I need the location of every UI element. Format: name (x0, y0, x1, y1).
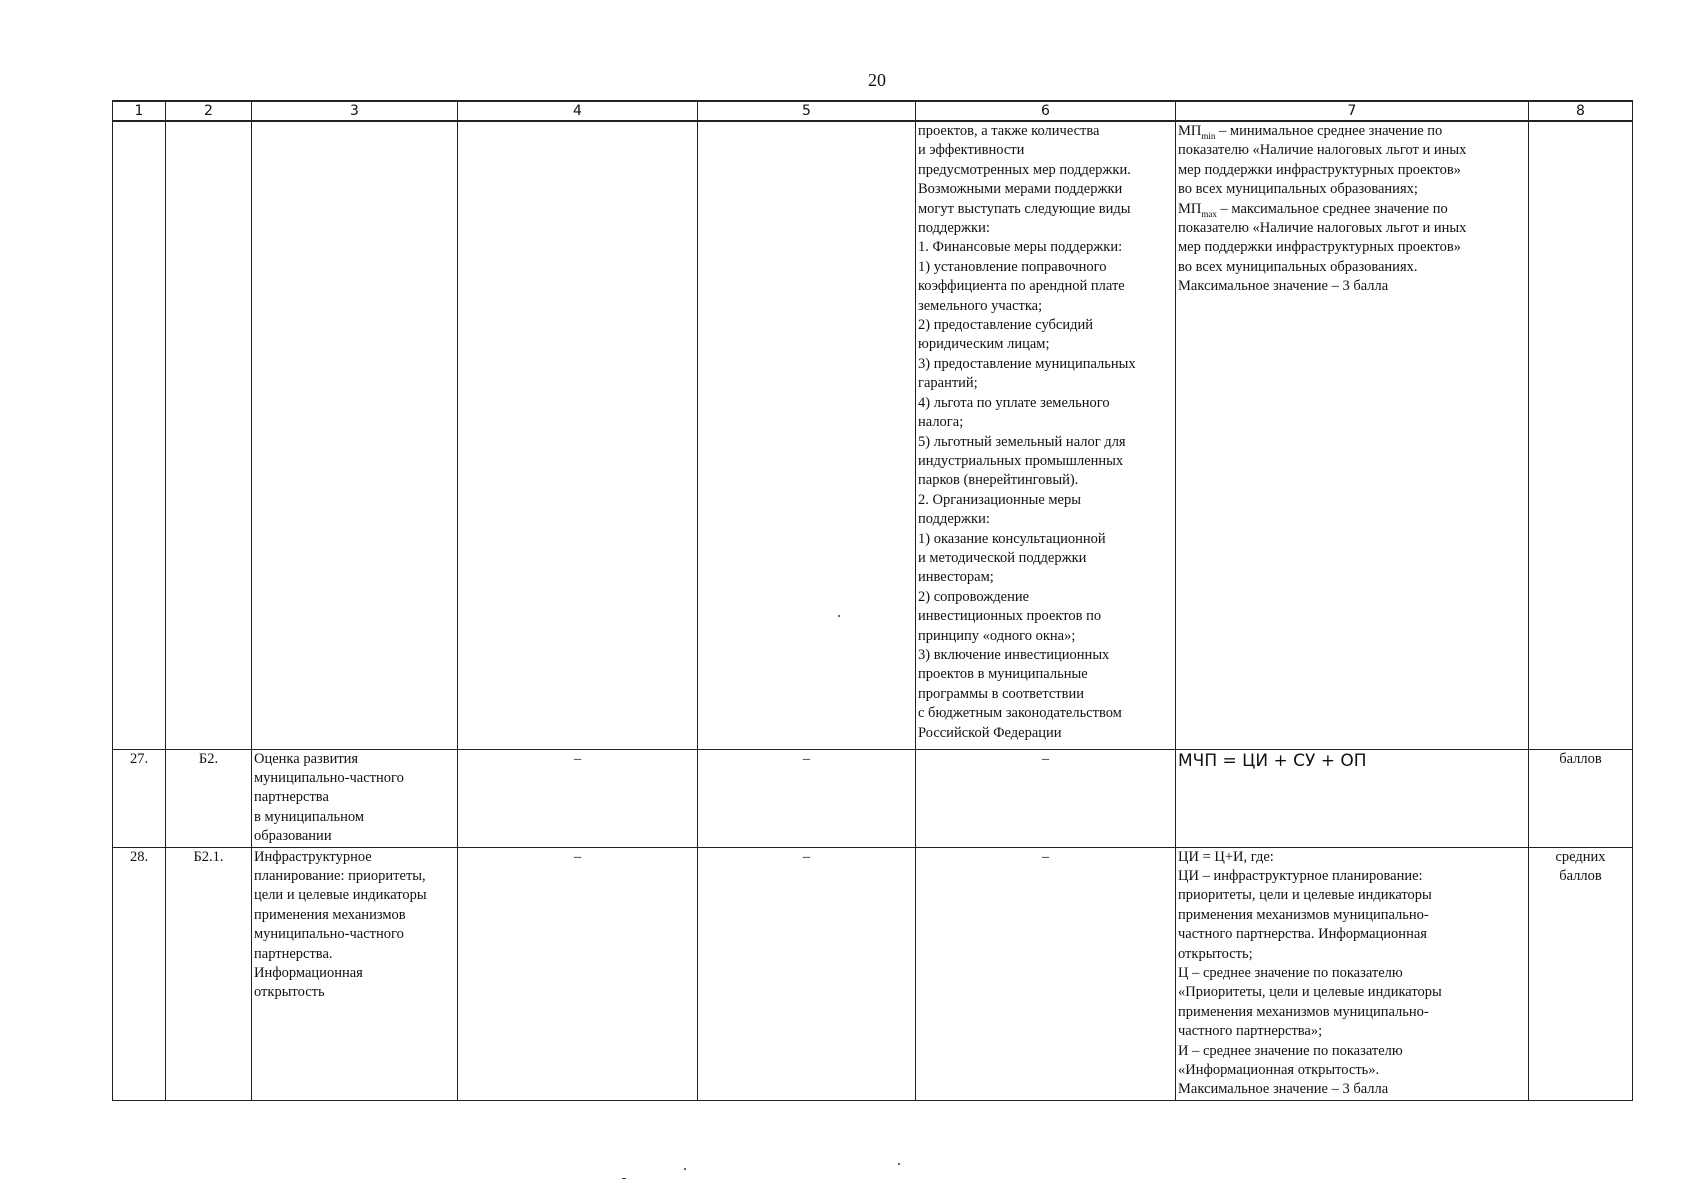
cell-empty (166, 121, 252, 749)
header-row (113, 101, 1633, 121)
header-col-1: 1 (113, 101, 166, 121)
table-row (113, 847, 1633, 1100)
mp-min-subscript: min (1201, 130, 1216, 141)
mp-max-prefix: МП (1178, 200, 1202, 217)
formula: МЧП = ЦИ + СУ + ОП (1176, 749, 1529, 847)
header-col-4: 4 (458, 101, 698, 121)
page-number: 20 (868, 70, 886, 90)
unit: средних баллов (1529, 847, 1633, 1100)
header-col-5: 5 (698, 101, 916, 121)
cell-empty (252, 121, 458, 749)
cell-empty (458, 121, 698, 749)
cell-dash: – (458, 847, 698, 1100)
cell-dash: – (698, 749, 916, 847)
cell-dash: – (458, 749, 698, 847)
row-code: Б2.1. (166, 847, 252, 1100)
cell-empty (1529, 121, 1633, 749)
scan-speck (898, 1163, 900, 1165)
header-col-7: 7 (1176, 101, 1529, 121)
header-col-8: 8 (1529, 101, 1633, 121)
table-row (113, 749, 1633, 847)
cell-dash: – (916, 749, 1176, 847)
header-col-3: 3 (252, 101, 458, 121)
scan-speck (838, 615, 840, 617)
mp-max-subscript: max (1201, 208, 1217, 219)
unit: баллов (1529, 749, 1633, 847)
row-number: 28. (113, 847, 166, 1100)
formula-definitions (1176, 121, 1529, 749)
row-code: Б2. (166, 749, 252, 847)
scan-speck (622, 1178, 626, 1179)
cell-empty (698, 121, 916, 749)
mp-min-definition: – минимальное среднее значение по показателю «Наличие налоговых льгот и иных мер поддержки инфраструктурных проектов» во всех муниципальных образованиях; (1178, 123, 1467, 198)
indicator-name: Инфраструктурное планирование: приоритеты, цели и целевые индикаторы применения механизмов муниципально-частного партнерства. Информационная открытость (252, 847, 458, 1100)
support-measures-text: проектов, а также количества и эффективности предусмотренных мер поддержки. Возможными мерами поддержки могут выступать следующие виды поддержки: 1. Финансовые меры поддержки: 1) установление поправочного коэффициента по арендной плате земельного участка; 2) предоставление субсидий юридическим лицам; 3) предоставление муниципальных гарантий; 4) льгота по уплате земельного налога; 5) льготный земельный налог для индустриальных промышленных парков (внерейтинговый). 2. Организационные меры поддержки: 1) оказание консультационной и методической поддержки инвесторам; 2) сопровождение инвестиционных проектов по принципу «одного окна»; 3) включение инвестиционных проектов в муниципальные программы в соответствии с бюджетным законодательством Российской Федерации (916, 121, 1176, 749)
mp-max-definition: – максимальное среднее значение по показателю «Наличие налоговых льгот и иных мер поддержки инфраструктурных проектов» во всех муниципальных образованиях. Максимальное значение – 3 балла (1178, 200, 1467, 295)
continuation-row (113, 121, 1633, 749)
cell-dash: – (916, 847, 1176, 1100)
criteria-table (112, 100, 1633, 1101)
row-number: 27. (113, 749, 166, 847)
cell-empty (113, 121, 166, 749)
formula-description: ЦИ = Ц+И, где: ЦИ – инфраструктурное планирование: приоритеты, цели и целевые индикаторы применения механизмов муниципально- частного партнерства. Информационная открытость; Ц – среднее значение по показателю «Приоритеты, цели и целевые индикаторы применения механизмов муниципально- частного партнерства»; И – среднее значение по показателю «Информационная открытость». Максимальное значение – 3 балла (1176, 847, 1529, 1100)
header-col-2: 2 (166, 101, 252, 121)
header-col-6: 6 (916, 101, 1176, 121)
scan-speck (684, 1168, 686, 1170)
mp-min-prefix: МП (1178, 123, 1202, 139)
indicator-name: Оценка развития муниципально-частного партнерства в муниципальном образовании (252, 749, 458, 847)
cell-dash: – (698, 847, 916, 1100)
